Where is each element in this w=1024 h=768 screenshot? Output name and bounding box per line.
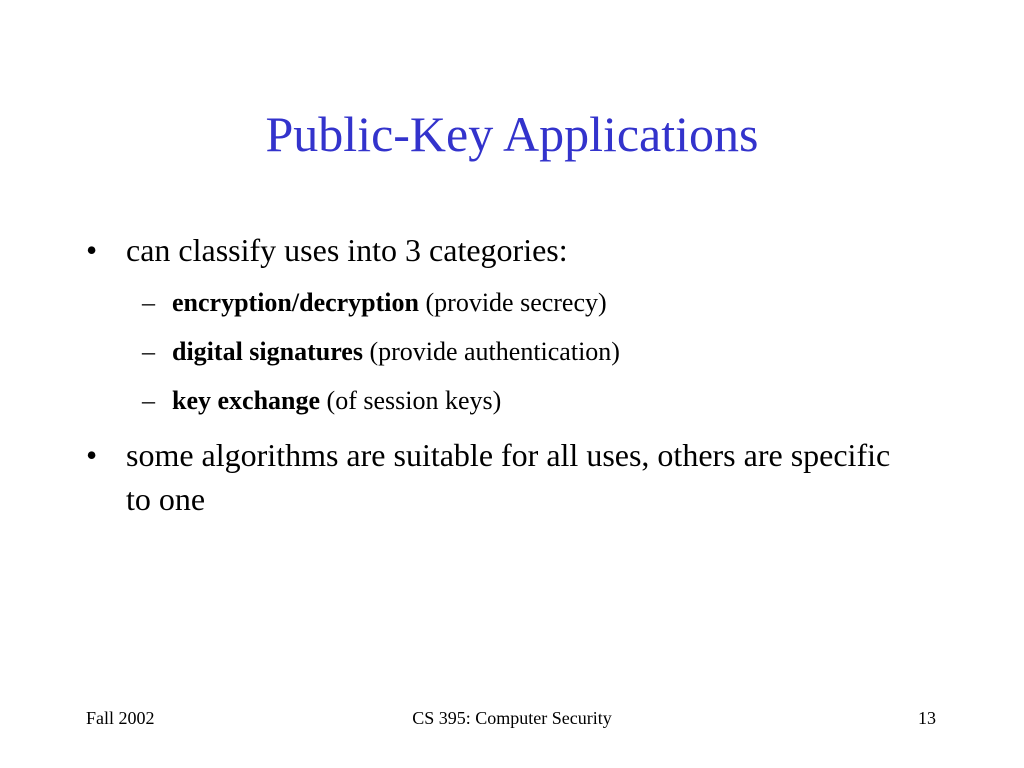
sub-item-encryption: [126, 278, 916, 327]
bullet-marker: •: [86, 437, 98, 473]
sub-item-term: digital signatures: [172, 337, 363, 366]
footer-page-number: 13: [918, 708, 936, 728]
sub-item-signatures: [126, 327, 916, 376]
footer-course: CS 395: Computer Security: [412, 708, 612, 728]
bullet-text: some algorithms are suitable for all uses, others are specific to one: [126, 437, 891, 517]
sub-item-key-exchange: [126, 376, 916, 425]
slide-title: Public-Key Applications: [265, 106, 759, 162]
bullet-item-algorithms: [86, 433, 916, 521]
sub-list: [126, 278, 916, 425]
bullet-marker: •: [86, 232, 98, 268]
sub-item-description: (provide secrecy): [419, 288, 607, 317]
dash-marker: –: [142, 386, 155, 415]
dash-marker: –: [142, 337, 155, 366]
sub-item-term: key exchange: [172, 386, 321, 415]
bullet-list: [86, 228, 916, 521]
sub-item-description: (provide authentication): [362, 337, 620, 366]
sub-item-description: (of session keys): [320, 386, 502, 415]
dash-marker: –: [142, 288, 155, 317]
sub-item-term: encryption/decryption: [172, 288, 419, 317]
bullet-item-categories: [86, 228, 916, 425]
footer-term: Fall 2002: [86, 708, 155, 728]
bullet-text: can classify uses into 3 categories:: [126, 232, 568, 268]
